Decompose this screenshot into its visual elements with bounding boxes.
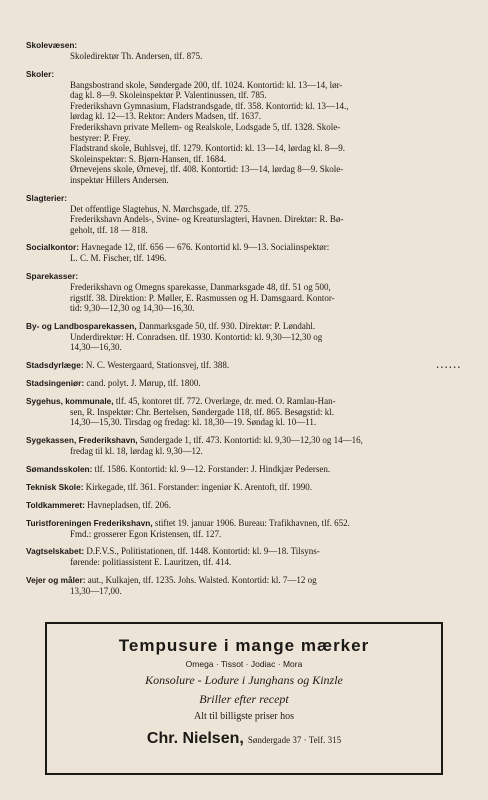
directory-entry	[26, 40, 474, 62]
directory-entry	[26, 500, 474, 511]
leader-dots: ......	[436, 359, 462, 370]
entry-line: rigstlf. 38. Direktion: P. Møller, E. Rasmussen og H. Damsgaard. Kontor-	[70, 292, 335, 303]
ad-shop	[47, 730, 441, 748]
entry-continuation: L. C. M. Fischer, tlf. 1496.	[70, 253, 167, 264]
directory-entry	[26, 518, 474, 540]
entry-text: aut., Kulkajen, tlf. 1235. Johs. Walsted. Kontortid: kl. 7—12 og	[87, 574, 317, 585]
entry-heading: Turistforeningen Frederikshavn,	[26, 517, 153, 528]
entry-line: Frederikshavn Gymnasium, Fladstrandsgade, tlf. 358. Kontortid: kl. 13—14.,	[70, 100, 349, 111]
entry-heading: Stadsdyrlæge:	[26, 359, 84, 370]
entry-line: tid: 9,30—12,30 og 14,30—16,30.	[70, 303, 195, 314]
entry-continuation: fredag til kl. 18, lørdag kl. 9,30—12.	[70, 446, 203, 457]
entry-heading: Slagterier:	[26, 192, 68, 203]
entry-continuation: 14,30—15,30. Tirsdag og fredag: kl. 18,30—19. Søndag kl. 10—11.	[70, 417, 317, 428]
entry-line: Frederikshavn private Mellem- og Realskole, Lodsgade 5, tlf. 1328. Skole-	[70, 121, 341, 132]
entry-heading: Teknisk Skole:	[26, 481, 84, 492]
directory-entry	[26, 546, 474, 568]
entry-heading: Skoler:	[26, 68, 55, 79]
entry-continuation: førende: politiassistent E. Lauritzen, tlf. 414.	[70, 557, 232, 568]
directory-entry	[26, 435, 474, 457]
entry-text: stiftet 19. januar 1906. Bureau: Trafikhavnen, tlf. 652.	[154, 517, 350, 528]
directory-entry	[26, 242, 474, 264]
entry-heading: Socialkontor:	[26, 242, 80, 253]
shop-address: Søndergade 37 · Telf. 315	[247, 735, 342, 745]
ad-line-glasses: Briller efter recept	[199, 692, 289, 706]
directory-entry	[26, 378, 474, 389]
entry-line: geholt, tlf. 18 — 818.	[70, 224, 148, 235]
entry-line: Det offentlige Slagtehus, N. Mørchsgade, tlf. 275.	[70, 203, 251, 214]
directory-entry	[26, 464, 474, 475]
entry-heading: Sygekassen, Frederikshavn,	[26, 435, 138, 446]
entry-text: tlf. 45, kontoret tlf. 772. Overlæge, dr. med. O. Ramlau-Han-	[115, 395, 336, 406]
advertisement-box	[45, 622, 443, 775]
directory-entry	[26, 69, 474, 186]
entry-heading: Sparekasser:	[26, 270, 79, 281]
entry-text: N. C. Westergaard, Stationsvej, tlf. 388.	[85, 359, 230, 370]
entry-line: lørdag kl. 12—13. Rektor: Anders Madsen, tlf. 1637.	[70, 111, 261, 122]
entry-heading: Stadsingeniør:	[26, 377, 85, 388]
entry-continuation: sen, R. Inspektør: Chr. Bertelsen, Søndergade 118, tlf. 865. Besøgstid: kl.	[70, 406, 334, 417]
entry-text: Kirkegade, tlf. 361. Forstander: ingeniør K. Arentoft, tlf. 1990.	[85, 481, 312, 492]
entry-line: Frederikshavn og Omegns sparekasse, Danmarksgade 48, tlf. 51 og 500,	[70, 281, 331, 292]
entry-heading: By- og Landbosparekassen,	[26, 320, 137, 331]
entry-line: dag kl. 8—9. Skoleinspektør P. Valentinussen, tlf. 785.	[70, 90, 267, 101]
entry-heading: Sømandsskolen:	[26, 463, 93, 474]
ad-line-prices: Alt til billigste priser hos	[194, 711, 294, 722]
entry-text: tlf. 1586. Kontortid: kl. 9—12. Forstander: J. Hindkjær Pedersen.	[94, 463, 331, 474]
entry-line: Frederikshavn Andels-, Svine- og Kreaturslagteri, Havnen. Direktør: R. Bø-	[70, 214, 344, 225]
entry-heading: Sygehus, kommunale,	[26, 395, 114, 406]
entry-heading: Skolevæsen:	[26, 40, 78, 50]
entry-heading: Toldkammeret:	[26, 499, 85, 510]
ad-title: Tempusure i mange mærker	[118, 636, 370, 655]
entry-heading: Vejer og måler:	[26, 574, 86, 585]
entry-continuation: 13,30—17,00.	[70, 585, 122, 596]
entry-text: Søndergade 1, tlf. 473. Kontortid: kl. 9,30—12,30 og 14—16,	[139, 435, 363, 446]
entry-continuation: Underdirektør: H. Conradsen. tlf. 1930. Kontortid: kl. 9,30—12,30 og	[70, 331, 323, 342]
entry-continuation: Fmd.: grosserer Egon Kristensen, tlf. 127.	[70, 528, 222, 539]
entry-text: Havnegade 12, tlf. 656 — 676. Kontortid kl. 9—13. Socialinspektør:	[81, 242, 330, 253]
entry-line: Fladstrand skole, Buhlsvej, tlf. 1279. Kontortid: kl. 13—14, lørdag kl. 8—9.	[70, 143, 345, 154]
directory-entry	[26, 482, 474, 493]
entry-line: Skoleinspektør: S. Bjørn-Hansen, tlf. 1684.	[70, 153, 226, 164]
directory-entry	[26, 271, 474, 314]
entry-line: Bangsbostrand skole, Søndergade 200, tlf. 1024. Kontortid: kl. 13—14, lør-	[70, 79, 343, 90]
directory-entries	[26, 40, 474, 603]
entry-line: inspektør Hillers Andersen.	[70, 174, 169, 185]
entry-line: bestyrer: P. Frey.	[70, 132, 131, 143]
entry-line: Ørnevejens skole, Ørnevej, tlf. 408. Kontortid: 13—14, lørdag 8—9. Skole-	[70, 164, 344, 175]
entry-continuation: 14,30—16,30.	[70, 342, 122, 353]
directory-entry	[26, 360, 474, 371]
ad-brands: Omega · Tissot · Jodiac · Mora	[185, 659, 303, 669]
directory-entry	[26, 321, 474, 353]
entry-text: Danmarksgade 50, tlf. 930. Direktør: P. Løndahl.	[138, 320, 316, 331]
entry-text: Havnepladsen, tlf. 206.	[87, 499, 171, 510]
ad-line-clocks: Konsolure - Lodure i Junghans og Kinzle	[145, 673, 343, 687]
directory-entry	[26, 396, 474, 428]
shop-name: Chr. Nielsen,	[146, 730, 244, 747]
entry-text: cand. polyt. J. Mørup, tlf. 1800.	[86, 377, 201, 388]
entry-text: D.F.V.S., Politistationen, tlf. 1448. Kontortid: kl. 9—18. Tilsyns-	[86, 546, 320, 557]
entry-line: Skoledirektør Th. Andersen, tlf. 875.	[70, 51, 203, 61]
entry-heading: Vagtselskabet:	[26, 546, 85, 557]
directory-entry	[26, 575, 474, 597]
directory-entry	[26, 193, 474, 236]
